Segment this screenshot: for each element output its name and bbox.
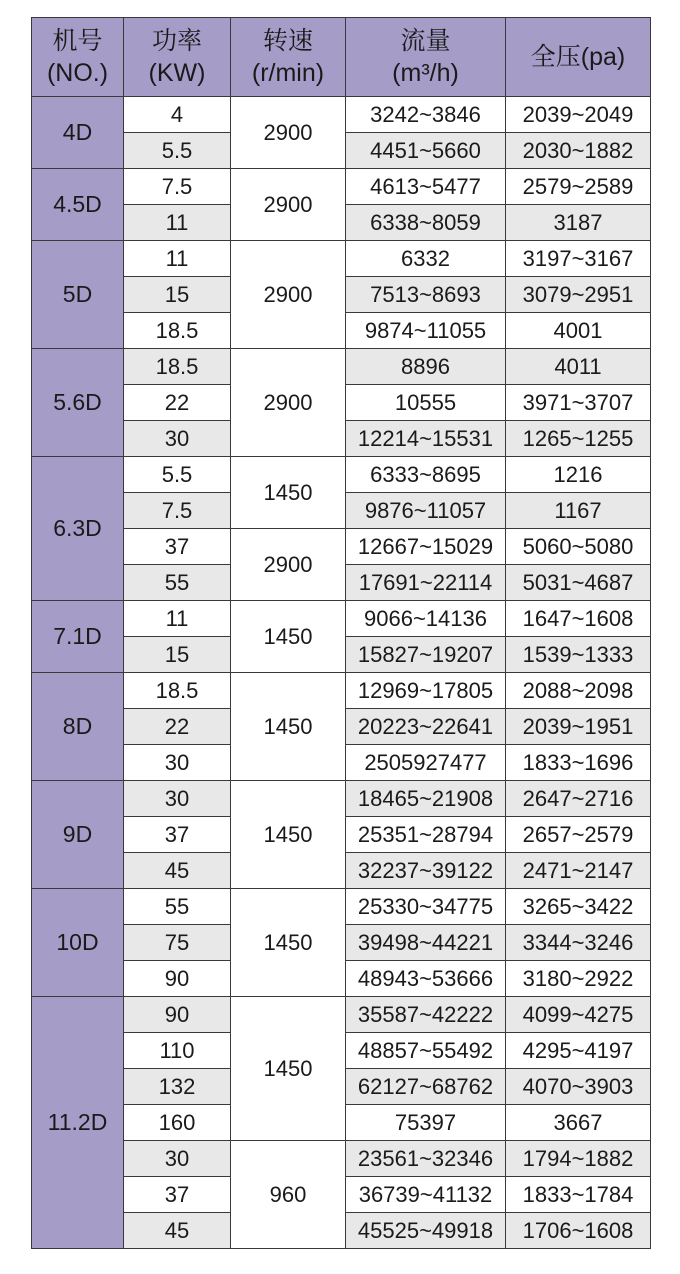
- pressure-cell: 5060~5080: [506, 529, 651, 565]
- flow-cell: 9876~11057: [346, 493, 506, 529]
- speed-cell: 2900: [231, 241, 346, 349]
- pressure-cell: 3265~3422: [506, 889, 651, 925]
- pressure-cell: 1265~1255: [506, 421, 651, 457]
- header-model-line2: (NO.): [46, 59, 109, 87]
- speed-cell: 1450: [231, 457, 346, 529]
- table-body: [32, 97, 651, 1249]
- flow-cell: 7513~8693: [346, 277, 506, 313]
- table-header-row: [32, 18, 651, 97]
- header-speed-line2: (r/min): [251, 59, 325, 87]
- pressure-cell: 4070~3903: [506, 1069, 651, 1105]
- power-cell: 75: [124, 925, 231, 961]
- flow-cell: 75397: [346, 1105, 506, 1141]
- power-cell: 90: [124, 961, 231, 997]
- flow-cell: 9066~14136: [346, 601, 506, 637]
- pressure-cell: 3971~3707: [506, 385, 651, 421]
- table-row: [32, 1141, 651, 1177]
- model-cell: 5.6D: [32, 349, 124, 457]
- model-cell: 11.2D: [32, 997, 124, 1249]
- power-cell: 45: [124, 1213, 231, 1249]
- fan-spec-table: [31, 17, 651, 1249]
- header-power-line1: 功率: [151, 27, 202, 55]
- model-cell: 10D: [32, 889, 124, 997]
- power-cell: 37: [124, 1177, 231, 1213]
- flow-cell: 6333~8695: [346, 457, 506, 493]
- flow-cell: 17691~22114: [346, 565, 506, 601]
- power-cell: 7.5: [124, 169, 231, 205]
- power-cell: 7.5: [124, 493, 231, 529]
- flow-cell: 4451~5660: [346, 133, 506, 169]
- flow-cell: 18465~21908: [346, 781, 506, 817]
- speed-cell: 2900: [231, 97, 346, 169]
- flow-cell: 9874~11055: [346, 313, 506, 349]
- table-row: [32, 169, 651, 205]
- pressure-cell: 3667: [506, 1105, 651, 1141]
- pressure-cell: 2657~2579: [506, 817, 651, 853]
- flow-cell: 25351~28794: [346, 817, 506, 853]
- power-cell: 15: [124, 277, 231, 313]
- flow-cell: 10555: [346, 385, 506, 421]
- flow-cell: 23561~32346: [346, 1141, 506, 1177]
- pressure-cell: 3197~3167: [506, 241, 651, 277]
- pressure-cell: 1539~1333: [506, 637, 651, 673]
- power-cell: 11: [124, 241, 231, 277]
- pressure-cell: 2647~2716: [506, 781, 651, 817]
- pressure-cell: 3079~2951: [506, 277, 651, 313]
- header-speed-line1: 转速: [262, 27, 313, 55]
- pressure-cell: 1833~1784: [506, 1177, 651, 1213]
- table-row: [32, 601, 651, 637]
- table-row: [32, 97, 651, 133]
- power-cell: 30: [124, 421, 231, 457]
- pressure-cell: 3180~2922: [506, 961, 651, 997]
- pressure-cell: 2030~1882: [506, 133, 651, 169]
- power-cell: 45: [124, 853, 231, 889]
- flow-cell: 36739~41132: [346, 1177, 506, 1213]
- flow-cell: 25330~34775: [346, 889, 506, 925]
- pressure-cell: 2039~1951: [506, 709, 651, 745]
- table-row: [32, 781, 651, 817]
- power-cell: 5.5: [124, 133, 231, 169]
- pressure-cell: 4011: [506, 349, 651, 385]
- pressure-cell: 1167: [506, 493, 651, 529]
- speed-cell: 2900: [231, 349, 346, 457]
- flow-cell: 6338~8059: [346, 205, 506, 241]
- power-cell: 18.5: [124, 313, 231, 349]
- speed-cell: 1450: [231, 889, 346, 997]
- power-cell: 110: [124, 1033, 231, 1069]
- power-cell: 18.5: [124, 673, 231, 709]
- speed-cell: 1450: [231, 781, 346, 889]
- table-row: [32, 349, 651, 385]
- pressure-cell: 1833~1696: [506, 745, 651, 781]
- table-row: [32, 529, 651, 565]
- pressure-cell: 4099~4275: [506, 997, 651, 1033]
- model-cell: 9D: [32, 781, 124, 889]
- pressure-cell: 2088~2098: [506, 673, 651, 709]
- table-row: [32, 997, 651, 1033]
- power-cell: 160: [124, 1105, 231, 1141]
- speed-cell: 1450: [231, 673, 346, 781]
- header-flow: [346, 18, 506, 97]
- header-pressure: 全压(pa): [506, 18, 651, 97]
- pressure-cell: 3344~3246: [506, 925, 651, 961]
- power-cell: 30: [124, 1141, 231, 1177]
- power-cell: 22: [124, 709, 231, 745]
- power-cell: 11: [124, 601, 231, 637]
- flow-cell: 6332: [346, 241, 506, 277]
- flow-cell: 45525~49918: [346, 1213, 506, 1249]
- flow-cell: 12214~15531: [346, 421, 506, 457]
- flow-cell: 20223~22641: [346, 709, 506, 745]
- pressure-cell: 2039~2049: [506, 97, 651, 133]
- flow-cell: 4613~5477: [346, 169, 506, 205]
- power-cell: 15: [124, 637, 231, 673]
- power-cell: 90: [124, 997, 231, 1033]
- power-cell: 11: [124, 205, 231, 241]
- table-row: [32, 457, 651, 493]
- header-model-line1: 机号: [52, 27, 103, 55]
- power-cell: 37: [124, 817, 231, 853]
- power-cell: 5.5: [124, 457, 231, 493]
- flow-cell: 39498~44221: [346, 925, 506, 961]
- flow-cell: 12969~17805: [346, 673, 506, 709]
- speed-cell: 2900: [231, 169, 346, 241]
- pressure-cell: 5031~4687: [506, 565, 651, 601]
- header-power: [124, 18, 231, 97]
- speed-cell: 960: [231, 1141, 346, 1249]
- power-cell: 22: [124, 385, 231, 421]
- flow-cell: 48943~53666: [346, 961, 506, 997]
- table-row: [32, 241, 651, 277]
- speed-cell: 2900: [231, 529, 346, 601]
- flow-cell: 12667~15029: [346, 529, 506, 565]
- flow-cell: 8896: [346, 349, 506, 385]
- power-cell: 18.5: [124, 349, 231, 385]
- model-cell: 5D: [32, 241, 124, 349]
- flow-cell: 15827~19207: [346, 637, 506, 673]
- power-cell: 30: [124, 745, 231, 781]
- flow-cell: 48857~55492: [346, 1033, 506, 1069]
- flow-cell: 35587~42222: [346, 997, 506, 1033]
- flow-cell: 32237~39122: [346, 853, 506, 889]
- model-cell: 4D: [32, 97, 124, 169]
- pressure-cell: 4001: [506, 313, 651, 349]
- model-cell: 8D: [32, 673, 124, 781]
- flow-cell: 62127~68762: [346, 1069, 506, 1105]
- speed-cell: 1450: [231, 601, 346, 673]
- pressure-cell: 2471~2147: [506, 853, 651, 889]
- header-flow-line2: (m³/h): [392, 59, 459, 87]
- power-cell: 4: [124, 97, 231, 133]
- pressure-cell: 1794~1882: [506, 1141, 651, 1177]
- model-cell: 4.5D: [32, 169, 124, 241]
- flow-cell: 3242~3846: [346, 97, 506, 133]
- table-row: [32, 889, 651, 925]
- header-flow-line1: 流量: [400, 27, 451, 55]
- power-cell: 55: [124, 565, 231, 601]
- pressure-cell: 1706~1608: [506, 1213, 651, 1249]
- power-cell: 55: [124, 889, 231, 925]
- header-speed: [231, 18, 346, 97]
- power-cell: 37: [124, 529, 231, 565]
- model-cell: 6.3D: [32, 457, 124, 601]
- pressure-cell: 4295~4197: [506, 1033, 651, 1069]
- power-cell: 132: [124, 1069, 231, 1105]
- power-cell: 30: [124, 781, 231, 817]
- header-model: [32, 18, 124, 97]
- header-power-line2: (KW): [148, 59, 206, 87]
- model-cell: 7.1D: [32, 601, 124, 673]
- pressure-cell: 1647~1608: [506, 601, 651, 637]
- table-row: [32, 673, 651, 709]
- pressure-cell: 1216: [506, 457, 651, 493]
- speed-cell: 1450: [231, 997, 346, 1141]
- pressure-cell: 2579~2589: [506, 169, 651, 205]
- pressure-cell: 3187: [506, 205, 651, 241]
- flow-cell: 2505927477: [346, 745, 506, 781]
